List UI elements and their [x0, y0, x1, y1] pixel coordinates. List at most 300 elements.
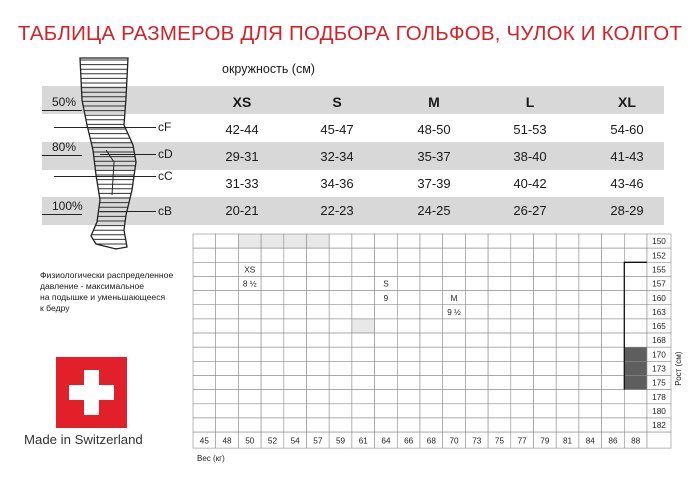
grid-cell — [397, 390, 420, 404]
zone-label: 9 — [383, 293, 389, 303]
grid-cell — [375, 262, 398, 276]
height-tick-label: 175 — [652, 378, 666, 388]
cell-cd-m: 35-37 — [417, 149, 451, 164]
grid-cell — [556, 319, 579, 333]
grid-cell — [307, 248, 330, 262]
grid-cell — [443, 347, 466, 361]
height-tick-label: 157 — [652, 279, 666, 289]
grid-cell — [534, 404, 557, 418]
grid-cell — [352, 347, 375, 361]
grid-cell — [602, 361, 625, 375]
grid-cell — [307, 361, 330, 375]
grid-cell — [602, 376, 625, 390]
grid-cell — [284, 404, 307, 418]
size-header-m: M — [428, 94, 440, 110]
grid-cell — [488, 262, 511, 276]
grid-cell — [602, 404, 625, 418]
grid-cell — [397, 305, 420, 319]
grid-cell — [624, 234, 647, 248]
grid-cell — [284, 418, 307, 432]
grid-cell — [284, 305, 307, 319]
grid-cell — [397, 347, 420, 361]
grid-cell — [352, 276, 375, 290]
grid-cell — [624, 418, 647, 432]
grid-cell — [352, 418, 375, 432]
weight-tick-label: 88 — [631, 436, 641, 446]
grid-cell — [465, 248, 488, 262]
grid-cell — [307, 319, 330, 333]
zone-label: 8 ½ — [242, 279, 257, 289]
grid-cell — [624, 248, 647, 262]
grid-cell — [329, 305, 352, 319]
grid-cell — [488, 333, 511, 347]
grid-cell — [238, 418, 261, 432]
grid-cell — [307, 418, 330, 432]
grid-cell — [579, 418, 602, 432]
grid-cell — [216, 248, 239, 262]
grid-cell — [307, 376, 330, 390]
weight-tick-label: 84 — [585, 436, 595, 446]
size-header-xs: XS — [232, 94, 252, 110]
grid-cell — [488, 404, 511, 418]
grid-cell — [488, 319, 511, 333]
grid-cell — [602, 319, 625, 333]
grid-cell — [420, 319, 443, 333]
grid-cell — [443, 262, 466, 276]
weight-tick-label: 48 — [222, 436, 232, 446]
pressure-100-label: 100% — [52, 199, 83, 213]
grid-cell — [261, 418, 284, 432]
grid-cell — [375, 390, 398, 404]
grid-cell — [534, 276, 557, 290]
cell-cc-xl: 43-46 — [610, 176, 644, 191]
grid-cell — [329, 390, 352, 404]
grid-cell — [397, 262, 420, 276]
grid-cell — [511, 305, 534, 319]
grid-cell — [624, 305, 647, 319]
grid-cell — [193, 319, 216, 333]
grid-cell — [579, 276, 602, 290]
weight-tick-label: 45 — [199, 436, 209, 446]
grid-cell — [534, 248, 557, 262]
height-tick-label: 170 — [652, 350, 666, 360]
grid-cell — [216, 305, 239, 319]
grid-cell — [397, 319, 420, 333]
grid-cell — [488, 418, 511, 432]
grid-cell — [329, 404, 352, 418]
cd-label: cD — [158, 147, 173, 161]
grid-cell — [216, 376, 239, 390]
height-tick-label: 160 — [652, 293, 666, 303]
zone-label: XS — [244, 265, 256, 275]
weight-tick-label: 61 — [358, 436, 368, 446]
grid-cell — [579, 291, 602, 305]
grid-cell — [307, 404, 330, 418]
grid-cell — [216, 319, 239, 333]
weight-tick-label: 75 — [494, 436, 505, 446]
grid-cell — [216, 333, 239, 347]
cell-cf-xs: 42-44 — [225, 122, 259, 137]
grid-cell — [579, 305, 602, 319]
grid-cell — [329, 319, 352, 333]
pressure-50-label: 50% — [52, 95, 77, 109]
grid-cell — [443, 234, 466, 248]
grid-cell — [238, 319, 261, 333]
grid-cell — [261, 234, 284, 248]
grid-cell — [238, 376, 261, 390]
grid-cell — [579, 262, 602, 276]
grid-cell — [534, 234, 557, 248]
grid-cell — [352, 333, 375, 347]
grid-cell — [443, 376, 466, 390]
grid-cell — [238, 234, 261, 248]
grid-cell — [261, 276, 284, 290]
grid-cell — [465, 390, 488, 404]
cell-cc-s: 34-36 — [320, 176, 354, 191]
grid-cell — [216, 418, 239, 432]
grid-cell — [261, 390, 284, 404]
weight-tick-label: 50 — [245, 436, 255, 446]
grid-cell — [465, 234, 488, 248]
grid-cell — [420, 361, 443, 375]
grid-cell — [329, 276, 352, 290]
measure-unit-label: окружность (см) — [222, 62, 315, 76]
grid-cell — [511, 347, 534, 361]
grid-cell — [465, 262, 488, 276]
grid-cell — [397, 234, 420, 248]
grid-cell — [579, 361, 602, 375]
height-tick-label: 180 — [652, 406, 666, 416]
grid-cell — [602, 248, 625, 262]
grid-cell — [284, 376, 307, 390]
grid-cell — [443, 319, 466, 333]
grid-cell — [397, 404, 420, 418]
grid-cell — [511, 248, 534, 262]
cell-cb-xs: 20-21 — [225, 203, 259, 218]
grid-cell — [352, 291, 375, 305]
grid-cell — [420, 376, 443, 390]
grid-cell — [488, 248, 511, 262]
grid-cell — [556, 234, 579, 248]
grid-cell — [261, 376, 284, 390]
grid-cell — [284, 347, 307, 361]
grid-cell — [624, 276, 647, 290]
grid-cell — [238, 361, 261, 375]
grid-cell — [284, 248, 307, 262]
size-header-l: L — [525, 94, 535, 110]
grid-cell — [238, 404, 261, 418]
cell-cc-xs: 31-33 — [225, 176, 259, 191]
grid-cell — [329, 248, 352, 262]
grid-cell — [284, 234, 307, 248]
grid-cell — [579, 248, 602, 262]
height-tick-label: 155 — [652, 265, 666, 275]
grid-cell — [488, 361, 511, 375]
grid-cell — [284, 361, 307, 375]
note-line: давление - максимальное — [40, 281, 145, 291]
grid-cell — [352, 404, 375, 418]
height-axis-label: Рост (см) — [674, 351, 683, 386]
grid-cell — [534, 305, 557, 319]
grid-cell — [556, 404, 579, 418]
grid-cell — [284, 319, 307, 333]
grid-cell — [511, 291, 534, 305]
cc-label: cC — [158, 169, 173, 183]
grid-cell — [624, 404, 647, 418]
weight-tick-label: 68 — [426, 436, 436, 446]
grid-cell — [420, 276, 443, 290]
grid-cell — [216, 262, 239, 276]
grid-cell — [238, 333, 261, 347]
cell-cd-l: 38-40 — [513, 149, 547, 164]
grid-cell — [556, 347, 579, 361]
grid-cell — [511, 376, 534, 390]
grid-cell — [397, 361, 420, 375]
size-header-xl: XL — [618, 94, 636, 110]
grid-cell — [534, 333, 557, 347]
weight-axis-label: Вес (кг) — [197, 454, 225, 464]
grid-cell — [375, 319, 398, 333]
grid-cell — [465, 418, 488, 432]
grid-cell — [602, 418, 625, 432]
grid-cell — [556, 418, 579, 432]
grid-cell — [352, 234, 375, 248]
grid-cell — [261, 291, 284, 305]
grid-cell — [579, 319, 602, 333]
grid-cell — [443, 390, 466, 404]
height-tick-label: 178 — [652, 392, 666, 402]
grid-cell — [216, 390, 239, 404]
grid-cell — [307, 291, 330, 305]
grid-cell — [193, 291, 216, 305]
cell-cb-l: 26-27 — [513, 203, 547, 218]
grid-cell — [420, 234, 443, 248]
zone-label: S — [383, 279, 389, 289]
grid-cell — [329, 376, 352, 390]
grid-cell — [375, 418, 398, 432]
grid-cell — [193, 361, 216, 375]
grid-cell — [238, 305, 261, 319]
grid-cell — [261, 404, 284, 418]
grid-cell — [624, 319, 647, 333]
grid-cell — [511, 418, 534, 432]
grid-cell — [556, 305, 579, 319]
grid-cell — [556, 248, 579, 262]
grid-cell — [488, 276, 511, 290]
grid-cell — [420, 333, 443, 347]
grid-cell — [556, 291, 579, 305]
grid-cell — [420, 404, 443, 418]
grid-cell — [216, 347, 239, 361]
grid-cell — [511, 234, 534, 248]
grid-cell — [375, 347, 398, 361]
height-tick-label: 165 — [652, 322, 666, 332]
grid-cell — [465, 305, 488, 319]
weight-tick-label: 77 — [517, 436, 527, 446]
page-title: ТАБЛИЦА РАЗМЕРОВ ДЛЯ ПОДБОРА ГОЛЬФОВ, ЧУЛОК И КОЛГОТ — [17, 22, 683, 45]
grid-cell — [397, 276, 420, 290]
weight-tick-label: 73 — [472, 436, 482, 446]
cell-cc-l: 40-42 — [513, 176, 547, 191]
grid-cell — [329, 262, 352, 276]
grid-cell — [284, 276, 307, 290]
grid-cell — [511, 276, 534, 290]
cell-cd-xl: 41-43 — [610, 149, 644, 164]
cb-label: cB — [158, 204, 173, 218]
grid-cell — [216, 361, 239, 375]
grid-cell — [307, 234, 330, 248]
weight-tick-label: 64 — [381, 436, 391, 446]
grid-cell — [556, 276, 579, 290]
grid-cell — [602, 291, 625, 305]
grid-cell — [193, 390, 216, 404]
weight-tick-label: 66 — [404, 436, 414, 446]
grid-cell — [488, 390, 511, 404]
height-tick-label: 173 — [652, 364, 666, 374]
grid-cell — [465, 319, 488, 333]
grid-cell — [238, 347, 261, 361]
grid-cell — [307, 333, 330, 347]
grid-cell — [602, 276, 625, 290]
cell-cc-m: 37-39 — [417, 176, 451, 191]
grid-cell — [261, 248, 284, 262]
cell-cf-l: 51-53 — [513, 122, 547, 137]
grid-cell — [375, 404, 398, 418]
grid-cell — [465, 333, 488, 347]
grid-cell — [193, 305, 216, 319]
grid-cell — [397, 248, 420, 262]
grid-cell — [556, 262, 579, 276]
grid-cell — [375, 305, 398, 319]
grid-cell — [624, 262, 647, 276]
size-header-s: S — [332, 94, 342, 110]
grid-cell — [556, 361, 579, 375]
grid-cell — [375, 376, 398, 390]
weight-tick-label: 52 — [267, 436, 278, 446]
cell-cb-s: 22-23 — [320, 203, 354, 218]
grid-cell — [624, 347, 647, 361]
grid-cell — [579, 390, 602, 404]
grid-cell — [556, 390, 579, 404]
grid-cell — [261, 319, 284, 333]
grid-cell — [193, 262, 216, 276]
grid-cell — [511, 333, 534, 347]
weight-tick-label: 86 — [608, 436, 618, 446]
grid-cell — [443, 404, 466, 418]
zone-label: M — [450, 293, 458, 303]
grid-cell — [307, 262, 330, 276]
grid-cell — [602, 234, 625, 248]
cell-cf-xl: 54-60 — [610, 122, 644, 137]
grid-cell — [488, 347, 511, 361]
grid-cell — [329, 234, 352, 248]
grid-cell — [534, 347, 557, 361]
grid-cell — [624, 390, 647, 404]
weight-tick-label: 57 — [313, 436, 323, 446]
grid-cell — [261, 361, 284, 375]
grid-cell — [534, 262, 557, 276]
cf-label: cF — [158, 120, 172, 134]
grid-cell — [216, 276, 239, 290]
grid-cell — [488, 376, 511, 390]
height-tick-label: 168 — [652, 336, 666, 346]
grid-cell — [465, 347, 488, 361]
grid-cell — [511, 319, 534, 333]
weight-tick-label: 81 — [562, 436, 573, 446]
grid-cell — [375, 234, 398, 248]
grid-cell — [375, 333, 398, 347]
grid-cell — [329, 361, 352, 375]
note-line: к бедру — [40, 303, 70, 313]
grid-cell — [352, 390, 375, 404]
grid-cell — [307, 276, 330, 290]
weight-tick-label: 70 — [449, 436, 459, 446]
made-in-label: Made in Switzerland — [24, 432, 143, 447]
grid-cell — [443, 248, 466, 262]
grid-cell — [193, 276, 216, 290]
grid-cell — [624, 376, 647, 390]
grid-cell — [352, 376, 375, 390]
grid-cell — [193, 418, 216, 432]
grid-cell — [465, 276, 488, 290]
grid-cell — [375, 361, 398, 375]
grid-cell — [443, 276, 466, 290]
grid-cell — [579, 347, 602, 361]
grid-cell — [329, 333, 352, 347]
grid-cell — [307, 347, 330, 361]
grid-cell — [261, 347, 284, 361]
weight-tick-label: 79 — [540, 436, 550, 446]
grid-cell — [261, 262, 284, 276]
grid-cell — [216, 291, 239, 305]
grid-cell — [511, 390, 534, 404]
grid-cell — [488, 234, 511, 248]
grid-cell — [193, 376, 216, 390]
grid-cell — [602, 305, 625, 319]
cell-cd-xs: 29-31 — [225, 149, 259, 164]
grid-cell — [397, 376, 420, 390]
grid-cell — [488, 305, 511, 319]
grid-cell — [284, 291, 307, 305]
pressure-80-label: 80% — [52, 140, 77, 154]
grid-cell — [579, 234, 602, 248]
weight-tick-label: 54 — [290, 436, 300, 446]
grid-cell — [352, 319, 375, 333]
height-tick-label: 163 — [652, 307, 666, 317]
grid-cell — [534, 376, 557, 390]
grid-cell — [193, 333, 216, 347]
grid-cell — [465, 404, 488, 418]
grid-cell — [602, 390, 625, 404]
grid-cell — [443, 361, 466, 375]
grid-cell — [624, 333, 647, 347]
grid-cell — [443, 333, 466, 347]
grid-cell — [329, 347, 352, 361]
grid-cell — [511, 404, 534, 418]
grid-cell — [329, 291, 352, 305]
grid-cell — [352, 305, 375, 319]
grid-cell — [238, 291, 261, 305]
grid-cell — [534, 390, 557, 404]
grid-cell — [420, 390, 443, 404]
grid-cell — [602, 333, 625, 347]
grid-cell — [488, 291, 511, 305]
grid-cell — [420, 248, 443, 262]
grid-cell — [534, 361, 557, 375]
grid-cell — [193, 248, 216, 262]
grid-cell — [193, 404, 216, 418]
grid-cell — [420, 347, 443, 361]
